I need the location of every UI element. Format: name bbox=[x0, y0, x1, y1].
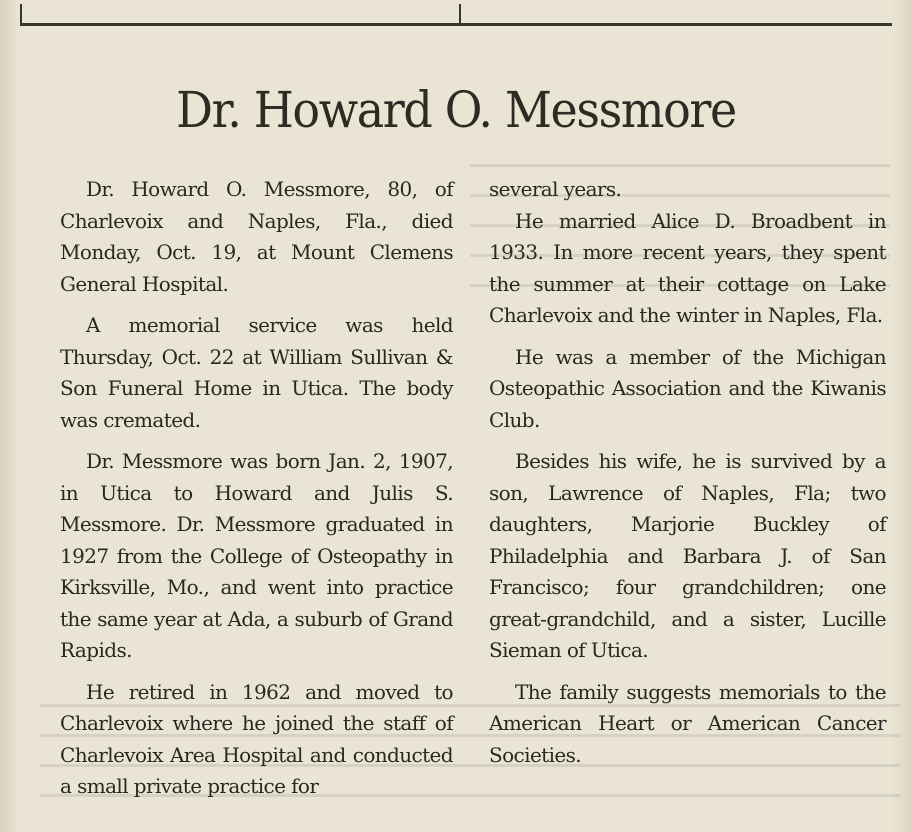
paragraph: He retired in 1962 and moved to Charlevoix where he joined the staff of Charlevoix Area Hospital and conducted a small private practice for bbox=[60, 679, 453, 798]
paragraph: The family suggests memorials to the American Heart or American Cancer Societies. bbox=[489, 679, 886, 767]
paragraph: He married Alice D. Broadbent in 1933. In more recent years, they spent the summer at their cottage on Lake Charlevoix and the winter in Naples, Fla. bbox=[489, 208, 886, 327]
article-column-left bbox=[60, 174, 453, 803]
paragraph: several years. bbox=[489, 177, 622, 201]
column-tick-left bbox=[20, 4, 22, 24]
paragraph: Dr. Messmore was born Jan. 2, 1907, in Utica to Howard and Julis S. Messmore. Dr. Messmore graduated in 1927 from the College of Osteopathy in Kirksville, Mo., and went into practice the same year at Ada, a suburb of Grand Rapids. bbox=[60, 449, 453, 662]
article-column-right bbox=[489, 174, 886, 771]
headline: Dr. Howard O. Messmore bbox=[176, 81, 736, 139]
paragraph: Besides his wife, he is survived by a son, Lawrence of Naples, Fla; two daughters, Marjorie Buckley of Philadelphia and Barbara J. of San Francisco; four grandchildren; one great-grandchild, and a sister, Lucille Sieman of Utica. bbox=[489, 449, 886, 662]
paragraph: Dr. Howard O. Messmore, 80, of Charlevoix and Naples, Fla., died Monday, Oct. 19, at Mount Clemens General Hospital. bbox=[60, 177, 453, 296]
page-edge-left bbox=[0, 0, 16, 832]
paragraph: A memorial service was held Thursday, Oct. 22 at William Sullivan & Son Funeral Home in Utica. The body was cremated. bbox=[60, 313, 453, 432]
paragraph: He was a member of the Michigan Osteopathic Association and the Kiwanis Club. bbox=[489, 344, 886, 432]
column-tick-mid bbox=[459, 4, 461, 24]
top-rule bbox=[20, 23, 892, 26]
